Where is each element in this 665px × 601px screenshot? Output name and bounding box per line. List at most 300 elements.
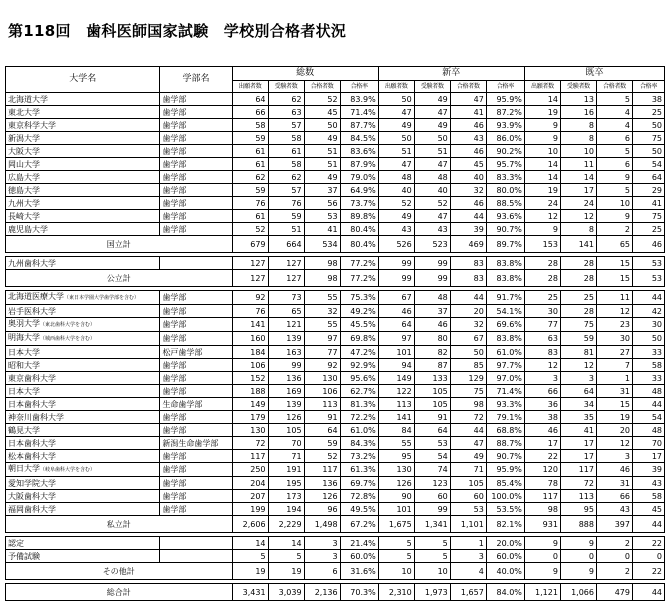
total-pass-rate-cell: 77.2% — [340, 257, 378, 270]
prev-passed-cell: 2 — [596, 537, 632, 550]
new-passed-cell: 53 — [450, 503, 486, 516]
university-name-text: 北海道医療大学 — [8, 292, 64, 301]
total-applicants-cell: 204 — [232, 477, 268, 490]
new-applicants-cell: 47 — [378, 158, 414, 171]
prev-pass-rate-cell: 39 — [633, 463, 665, 477]
total-pass-rate-cell: 92.9% — [340, 359, 378, 372]
total-pass-rate-cell: 21.4% — [340, 537, 378, 550]
new-pass-rate-cell: 68.8% — [486, 424, 524, 437]
faculty-name: 生命歯学部 — [160, 398, 232, 411]
new-pass-rate-cell: 90.7% — [486, 223, 524, 236]
total-passed-cell: 41 — [304, 223, 340, 236]
prev-passed-cell: 30 — [596, 332, 632, 346]
total-pass-rate-cell: 83.9% — [340, 93, 378, 106]
faculty-name: 歯学部 — [160, 171, 232, 184]
new-examinees-cell: 87 — [414, 359, 450, 372]
new-examinees-cell: 46 — [414, 318, 450, 332]
prev-applicants-cell: 28 — [524, 270, 560, 287]
prev-applicants-cell: 17 — [524, 437, 560, 450]
total-pass-rate-cell: 49.2% — [340, 305, 378, 318]
total-examinees-cell: 62 — [268, 171, 304, 184]
table-row — [6, 184, 665, 197]
prev-applicants-cell: 120 — [524, 463, 560, 477]
new-passed-cell: 49 — [450, 450, 486, 463]
total-pass-rate-cell: 84.5% — [340, 132, 378, 145]
total-applicants-cell: 64 — [232, 93, 268, 106]
total-passed-cell: 106 — [304, 385, 340, 398]
prev-examinees-cell: 113 — [560, 490, 596, 503]
table-row — [6, 398, 665, 411]
total-passed-cell: 52 — [304, 450, 340, 463]
total-pass-rate-cell: 31.6% — [340, 563, 378, 580]
university-name — [6, 503, 160, 516]
total-applicants-cell: 58 — [232, 119, 268, 132]
faculty-name: 歯学部 — [160, 477, 232, 490]
new-examinees-cell: 82 — [414, 346, 450, 359]
university-name-text: 奥羽大学 — [8, 319, 40, 328]
total-applicants-cell: 14 — [232, 537, 268, 550]
total-examinees-cell: 3,039 — [268, 584, 304, 601]
new-examinees-cell: 47 — [414, 158, 450, 171]
faculty-name: 歯学部 — [160, 424, 232, 437]
table-row — [6, 463, 665, 477]
total-pass-rate-cell: 73.7% — [340, 197, 378, 210]
total-pass-rate-cell: 80.4% — [340, 223, 378, 236]
new-passed-cell: 44 — [450, 210, 486, 223]
faculty-name: 新潟生命歯学部 — [160, 437, 232, 450]
total-pass-rate-cell: 67.2% — [340, 516, 378, 533]
total-applicants-cell: 3,431 — [232, 584, 268, 601]
table-row — [6, 477, 665, 490]
total-passed-cell: 59 — [304, 437, 340, 450]
prev-applicants-cell: 98 — [524, 503, 560, 516]
new-applicants-cell: 95 — [378, 450, 414, 463]
new-applicants-cell: 55 — [378, 437, 414, 450]
new-pass-rate-cell: 85.4% — [486, 477, 524, 490]
new-applicants-cell: 130 — [378, 463, 414, 477]
header-group-new: 新卒 — [378, 67, 524, 81]
new-pass-rate-cell: 93.9% — [486, 119, 524, 132]
new-pass-rate-cell: 40.0% — [486, 563, 524, 580]
prev-examinees-cell: 25 — [560, 291, 596, 305]
total-passed-cell: 55 — [304, 291, 340, 305]
prev-pass-rate-cell: 54 — [633, 411, 665, 424]
prev-examinees-cell: 75 — [560, 318, 596, 332]
new-pass-rate-cell: 90.7% — [486, 450, 524, 463]
new-applicants-cell: 51 — [378, 145, 414, 158]
university-name-text: 明海大学 — [8, 333, 40, 342]
prev-pass-rate-cell: 25 — [633, 223, 665, 236]
university-name — [6, 411, 160, 424]
header-faculty: 学部名 — [160, 67, 232, 93]
university-name — [6, 424, 160, 437]
total-examinees-cell: 51 — [268, 223, 304, 236]
university-name — [6, 132, 160, 145]
total-examinees-cell: 2,229 — [268, 516, 304, 533]
faculty-name: 歯学部 — [160, 318, 232, 332]
new-pass-rate-cell: 71.4% — [486, 385, 524, 398]
subtotal-label: 私立計 — [6, 516, 233, 533]
prev-applicants-cell: 14 — [524, 158, 560, 171]
prev-passed-cell: 31 — [596, 477, 632, 490]
total-applicants-cell: 160 — [232, 332, 268, 346]
prev-pass-rate-cell: 44 — [633, 516, 665, 533]
new-passed-cell: 1 — [450, 537, 486, 550]
new-applicants-cell: 64 — [378, 318, 414, 332]
university-name — [6, 210, 160, 223]
prev-passed-cell: 6 — [596, 132, 632, 145]
total-examinees-cell: 62 — [268, 93, 304, 106]
prev-examinees-cell: 41 — [560, 424, 596, 437]
new-examinees-cell: 105 — [414, 398, 450, 411]
new-pass-rate-cell: 95.9% — [486, 93, 524, 106]
university-name — [6, 171, 160, 184]
prev-passed-cell: 5 — [596, 184, 632, 197]
total-applicants-cell: 130 — [232, 424, 268, 437]
new-passed-cell: 72 — [450, 411, 486, 424]
prev-applicants-cell: 931 — [524, 516, 560, 533]
university-name-text: 昭和大学 — [8, 360, 40, 370]
prev-applicants-cell: 38 — [524, 411, 560, 424]
faculty-name: 歯学部 — [160, 503, 232, 516]
header-col-rate: 合格率 — [340, 81, 378, 93]
total-applicants-cell: 679 — [232, 236, 268, 253]
new-examinees-cell: 91 — [414, 411, 450, 424]
university-name — [6, 106, 160, 119]
prev-applicants-cell: 46 — [524, 424, 560, 437]
total-passed-cell: 91 — [304, 411, 340, 424]
subtotal-row — [6, 270, 665, 287]
new-applicants-cell: 101 — [378, 346, 414, 359]
table-row — [6, 332, 665, 346]
prev-passed-cell: 6 — [596, 158, 632, 171]
university-name — [6, 437, 160, 450]
prev-applicants-cell: 9 — [524, 119, 560, 132]
university-name — [6, 158, 160, 171]
university-name-text: 朝日大学 — [8, 464, 40, 473]
total-applicants-cell: 152 — [232, 372, 268, 385]
total-passed-cell: 92 — [304, 359, 340, 372]
new-passed-cell: 47 — [450, 93, 486, 106]
total-passed-cell: 52 — [304, 93, 340, 106]
prev-examinees-cell: 3 — [560, 372, 596, 385]
university-name — [6, 550, 160, 563]
faculty-name: 歯学部 — [160, 184, 232, 197]
new-passed-cell: 41 — [450, 106, 486, 119]
total-examinees-cell: 57 — [268, 119, 304, 132]
prev-passed-cell: 15 — [596, 270, 632, 287]
subtotal-label: その他計 — [6, 563, 233, 580]
prev-applicants-cell: 36 — [524, 398, 560, 411]
new-pass-rate-cell: 84.0% — [486, 584, 524, 601]
prev-examinees-cell: 12 — [560, 359, 596, 372]
total-passed-cell: 32 — [304, 305, 340, 318]
prev-examinees-cell: 28 — [560, 305, 596, 318]
header-col-passed: 合格者数 — [304, 81, 340, 93]
total-examinees-cell: 664 — [268, 236, 304, 253]
prev-applicants-cell: 9 — [524, 223, 560, 236]
prev-examinees-cell: 141 — [560, 236, 596, 253]
university-name — [6, 93, 160, 106]
header-col-examinees: 受験者数 — [414, 81, 450, 93]
header-col-rate: 合格率 — [486, 81, 524, 93]
total-passed-cell: 3 — [304, 550, 340, 563]
faculty-name: 歯学部 — [160, 372, 232, 385]
new-examinees-cell: 47 — [414, 210, 450, 223]
total-examinees-cell: 136 — [268, 372, 304, 385]
total-passed-cell: 51 — [304, 145, 340, 158]
prev-passed-cell: 3 — [596, 450, 632, 463]
prev-applicants-cell: 9 — [524, 132, 560, 145]
total-applicants-cell: 52 — [232, 223, 268, 236]
new-passed-cell: 46 — [450, 145, 486, 158]
new-applicants-cell: 94 — [378, 359, 414, 372]
total-passed-cell: 117 — [304, 463, 340, 477]
new-passed-cell: 40 — [450, 171, 486, 184]
new-applicants-cell: 50 — [378, 93, 414, 106]
total-pass-rate-cell: 69.7% — [340, 477, 378, 490]
prev-examinees-cell: 16 — [560, 106, 596, 119]
faculty-name: 歯学部 — [160, 132, 232, 145]
total-pass-rate-cell: 87.9% — [340, 158, 378, 171]
new-pass-rate-cell: 86.0% — [486, 132, 524, 145]
results-table-container — [5, 66, 665, 601]
new-examinees-cell: 523 — [414, 236, 450, 253]
prev-examinees-cell: 12 — [560, 210, 596, 223]
university-name — [6, 291, 160, 305]
total-examinees-cell: 59 — [268, 210, 304, 223]
prev-applicants-cell: 117 — [524, 490, 560, 503]
total-passed-cell: 98 — [304, 257, 340, 270]
header-col-examinees: 受験者数 — [268, 81, 304, 93]
new-applicants-cell: 40 — [378, 184, 414, 197]
prev-examinees-cell: 0 — [560, 550, 596, 563]
table-row — [6, 424, 665, 437]
new-pass-rate-cell: 97.0% — [486, 372, 524, 385]
total-pass-rate-cell: 70.3% — [340, 584, 378, 601]
prev-applicants-cell: 24 — [524, 197, 560, 210]
total-applicants-cell: 61 — [232, 210, 268, 223]
new-examinees-cell: 123 — [414, 477, 450, 490]
university-name-text: 日本大学 — [8, 386, 40, 396]
prev-passed-cell: 43 — [596, 503, 632, 516]
total-applicants-cell: 141 — [232, 318, 268, 332]
total-examinees-cell: 65 — [268, 305, 304, 318]
new-examinees-cell: 49 — [414, 119, 450, 132]
prev-passed-cell: 10 — [596, 197, 632, 210]
faculty-name: 歯学部 — [160, 93, 232, 106]
university-name-text: 九州歯科大学 — [8, 258, 56, 268]
table-row — [6, 490, 665, 503]
prev-pass-rate-cell: 58 — [633, 490, 665, 503]
prev-examinees-cell: 95 — [560, 503, 596, 516]
prev-pass-rate-cell: 44 — [633, 291, 665, 305]
header-row-groups — [6, 67, 665, 81]
prev-passed-cell: 31 — [596, 385, 632, 398]
prev-examinees-cell: 24 — [560, 197, 596, 210]
faculty-name: 歯学部 — [160, 450, 232, 463]
faculty-name — [160, 257, 232, 270]
new-passed-cell: 98 — [450, 398, 486, 411]
total-pass-rate-cell: 79.0% — [340, 171, 378, 184]
prev-pass-rate-cell: 54 — [633, 158, 665, 171]
total-examinees-cell: 173 — [268, 490, 304, 503]
total-pass-rate-cell: 64.9% — [340, 184, 378, 197]
university-name-text: 日本歯科大学 — [8, 399, 56, 409]
prev-passed-cell: 479 — [596, 584, 632, 601]
prev-applicants-cell: 14 — [524, 93, 560, 106]
total-passed-cell: 96 — [304, 503, 340, 516]
university-name-text: 鹿児島大学 — [8, 224, 48, 234]
new-passed-cell: 46 — [450, 119, 486, 132]
new-pass-rate-cell: 54.1% — [486, 305, 524, 318]
new-examinees-cell: 54 — [414, 450, 450, 463]
total-examinees-cell: 139 — [268, 332, 304, 346]
prev-pass-rate-cell: 48 — [633, 385, 665, 398]
new-applicants-cell: 47 — [378, 106, 414, 119]
prev-applicants-cell: 22 — [524, 450, 560, 463]
new-examinees-cell: 40 — [414, 184, 450, 197]
prev-passed-cell: 5 — [596, 145, 632, 158]
university-name — [6, 450, 160, 463]
prev-passed-cell: 27 — [596, 346, 632, 359]
new-applicants-cell: 5 — [378, 537, 414, 550]
prev-examinees-cell: 59 — [560, 332, 596, 346]
new-passed-cell: 105 — [450, 477, 486, 490]
prev-applicants-cell: 77 — [524, 318, 560, 332]
total-passed-cell: 2,136 — [304, 584, 340, 601]
new-examinees-cell: 99 — [414, 270, 450, 287]
total-pass-rate-cell: 80.4% — [340, 236, 378, 253]
total-pass-rate-cell: 61.3% — [340, 463, 378, 477]
faculty-name: 歯学部 — [160, 359, 232, 372]
prev-examinees-cell: 35 — [560, 411, 596, 424]
total-pass-rate-cell: 49.5% — [340, 503, 378, 516]
total-examinees-cell: 57 — [268, 184, 304, 197]
prev-passed-cell: 23 — [596, 318, 632, 332]
new-passed-cell: 32 — [450, 318, 486, 332]
faculty-name: 松戸歯学部 — [160, 346, 232, 359]
prev-applicants-cell: 14 — [524, 171, 560, 184]
prev-pass-rate-cell: 45 — [633, 503, 665, 516]
results-table — [5, 66, 665, 601]
new-pass-rate-cell: 88.7% — [486, 437, 524, 450]
prev-pass-rate-cell: 43 — [633, 477, 665, 490]
new-pass-rate-cell: 95.9% — [486, 463, 524, 477]
prev-pass-rate-cell: 42 — [633, 305, 665, 318]
faculty-name: 歯学部 — [160, 145, 232, 158]
total-examinees-cell: 99 — [268, 359, 304, 372]
total-pass-rate-cell: 87.7% — [340, 119, 378, 132]
total-passed-cell: 97 — [304, 332, 340, 346]
prev-pass-rate-cell: 22 — [633, 563, 665, 580]
total-passed-cell: 50 — [304, 119, 340, 132]
new-examinees-cell: 37 — [414, 305, 450, 318]
prev-pass-rate-cell: 64 — [633, 171, 665, 184]
table-row — [6, 385, 665, 398]
university-name — [6, 318, 160, 332]
university-name — [6, 332, 160, 346]
total-passed-cell: 37 — [304, 184, 340, 197]
new-passed-cell: 43 — [450, 132, 486, 145]
new-passed-cell: 60 — [450, 490, 486, 503]
new-applicants-cell: 43 — [378, 223, 414, 236]
prev-applicants-cell: 19 — [524, 106, 560, 119]
total-examinees-cell: 195 — [268, 477, 304, 490]
prev-examinees-cell: 72 — [560, 477, 596, 490]
prev-applicants-cell: 0 — [524, 550, 560, 563]
new-pass-rate-cell: 83.3% — [486, 171, 524, 184]
new-applicants-cell: 113 — [378, 398, 414, 411]
prev-examinees-cell: 81 — [560, 346, 596, 359]
new-applicants-cell: 49 — [378, 119, 414, 132]
prev-applicants-cell: 3 — [524, 372, 560, 385]
new-passed-cell: 85 — [450, 359, 486, 372]
prev-examinees-cell: 8 — [560, 223, 596, 236]
prev-pass-rate-cell: 58 — [633, 359, 665, 372]
new-applicants-cell: 99 — [378, 257, 414, 270]
prev-examinees-cell: 28 — [560, 270, 596, 287]
prev-pass-rate-cell: 0 — [633, 550, 665, 563]
new-passed-cell: 39 — [450, 223, 486, 236]
prev-examinees-cell: 9 — [560, 563, 596, 580]
total-applicants-cell: 179 — [232, 411, 268, 424]
total-pass-rate-cell: 75.3% — [340, 291, 378, 305]
prev-examinees-cell: 8 — [560, 132, 596, 145]
new-passed-cell: 46 — [450, 197, 486, 210]
new-pass-rate-cell: 97.7% — [486, 359, 524, 372]
prev-pass-rate-cell: 50 — [633, 332, 665, 346]
table-row — [6, 197, 665, 210]
table-row — [6, 318, 665, 332]
new-applicants-cell: 99 — [378, 270, 414, 287]
subtotal-row — [6, 584, 665, 601]
university-name-text: 岡山大学 — [8, 159, 40, 169]
total-pass-rate-cell: 73.2% — [340, 450, 378, 463]
prev-pass-rate-cell: 53 — [633, 270, 665, 287]
total-applicants-cell: 62 — [232, 171, 268, 184]
header-group-prev: 既卒 — [524, 67, 664, 81]
new-applicants-cell: 5 — [378, 550, 414, 563]
new-passed-cell: 50 — [450, 346, 486, 359]
new-examinees-cell: 47 — [414, 106, 450, 119]
total-examinees-cell: 58 — [268, 132, 304, 145]
prev-passed-cell: 1 — [596, 372, 632, 385]
total-pass-rate-cell: 81.3% — [340, 398, 378, 411]
prev-passed-cell: 2 — [596, 223, 632, 236]
total-pass-rate-cell: 83.6% — [340, 145, 378, 158]
university-name — [6, 257, 160, 270]
prev-passed-cell: 12 — [596, 437, 632, 450]
university-name — [6, 490, 160, 503]
table-row — [6, 346, 665, 359]
new-pass-rate-cell: 100.0% — [486, 490, 524, 503]
new-passed-cell: 83 — [450, 257, 486, 270]
new-examinees-cell: 5 — [414, 537, 450, 550]
prev-pass-rate-cell: 70 — [633, 437, 665, 450]
new-applicants-cell: 49 — [378, 210, 414, 223]
prev-examinees-cell: 11 — [560, 158, 596, 171]
new-passed-cell: 83 — [450, 270, 486, 287]
prev-passed-cell: 15 — [596, 398, 632, 411]
prev-pass-rate-cell: 25 — [633, 106, 665, 119]
new-examinees-cell: 48 — [414, 291, 450, 305]
total-pass-rate-cell: 72.2% — [340, 411, 378, 424]
university-name-text: 神奈川歯科大学 — [8, 412, 64, 422]
new-examinees-cell: 74 — [414, 463, 450, 477]
university-name-text: 長崎大学 — [8, 211, 40, 221]
total-pass-rate-cell: 95.6% — [340, 372, 378, 385]
